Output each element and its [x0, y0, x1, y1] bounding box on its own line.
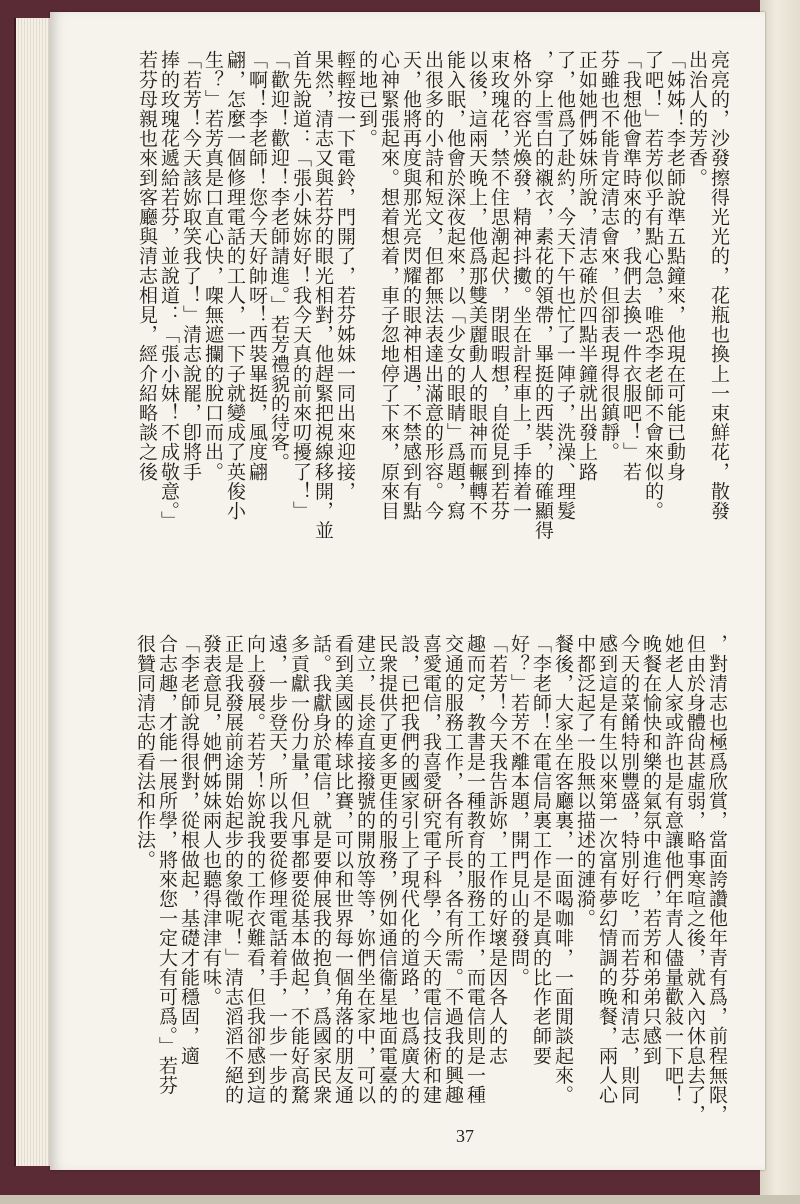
text-column: 餐後，大家坐在客廳裏，一面喝咖啡，一面閒談起來。	[552, 634, 574, 1105]
text-column: 今天的菜餚特別豐盛，特別好吃，而若芬和清志，則同	[618, 634, 640, 1105]
text-column: 交通的服務工作，各有所長，各有所需。不過我的興趣	[442, 634, 464, 1105]
text-column: 「李老師說得很對，從根做起，基礎才能穩固，適	[178, 634, 200, 1066]
text-column: 發表意見，她們姊妹兩人也聽得津津有味。	[200, 634, 222, 1007]
text-column: 翩，怎麼一個修理電話的工人，一下子就變成了英俊小	[224, 50, 246, 521]
text-column: 很贊同清志的看法和作法。	[134, 634, 156, 870]
text-column: 好？」若芳不離本題，開門見山的發問。	[508, 634, 530, 987]
text-column: 她老人家或許也是有意讓他們年青人儘量歡敍一下吧！	[662, 634, 684, 1105]
text-column: 遠，一步登天，所以我要從修理電話着手，一步一步的	[266, 634, 288, 1105]
text-column: 話。我獻身於電信，就是要伸展我的抱負，爲國家民衆	[310, 634, 332, 1105]
text-column: 喜愛電信，我喜愛研究電子科學，今天的電信技術和建	[420, 634, 442, 1105]
text-column: 趣而定，教書是一種教育的服務工作，而電信則是一種	[464, 634, 486, 1105]
text-column: 設，已把我們的國家引上了現代化的道路，也爲廣大的	[398, 634, 420, 1105]
text-column: 亮亮的，沙發擦得光光的，花瓶也換上一束鮮花，散發	[708, 50, 730, 521]
text-column: 出治人的芳香。	[686, 50, 708, 188]
facing-page-edge	[760, 0, 800, 1195]
text-column: ，穿上雪白的襯衣，素花的領帶，畢挺的西裝，的確顯得	[532, 50, 554, 540]
text-column: 正是我發展前途開始起步的象徵呢！」清志滔滔不絕的	[222, 634, 244, 1105]
page-number: 37	[456, 1126, 474, 1146]
text-column: 首先說道：「張小妹妳好！我今天真的前來叨擾了！」	[290, 50, 312, 521]
text-column: 了，他爲了赴約，今天下午也忙了一陣子，洗澡、理髮	[554, 50, 576, 521]
text-column: 「姊姊！李老師說準五點鐘來，他現在可能已動身	[664, 50, 686, 482]
text-column: 「若芳！今天該妳取笑我了！」清志說罷，卽將手	[180, 50, 202, 482]
text-column: 了吧！」若芳似乎有點心急，唯恐李老師不會來似的。	[642, 50, 664, 521]
text-column: 生？」若芳真是口直心快，㗎無遮攔的脫口而出。	[202, 50, 224, 482]
text-column: 向上發展。若芳！妳說我的工作衣難看，但我卻感到這	[244, 634, 266, 1105]
top-text-block	[136, 50, 730, 630]
text-column: 出很多的小詩和短文，但都無法表達出滿意的形容。今	[422, 50, 444, 521]
text-column: ，對清志也極爲欣賞，當面誇讚他年青有爲，前程無限，	[706, 634, 728, 1124]
text-column: 能入眠，他會於深夜起來，以「少女的眼睛」爲題，寫	[444, 50, 466, 521]
text-column: 晚餐在愉快和樂的氣氛中進行，若芳和弟弟只感到	[640, 634, 662, 1066]
text-column: 的地已到。	[356, 50, 378, 148]
text-column: 束玫瑰花，禁不住思潮起伏，閉眼暇想，自從見到若芬	[488, 50, 510, 521]
text-column: 芬雖也不能肯定清志會來，但卻表現得很鎮靜。	[598, 50, 620, 462]
text-column: 果然，清志又與若芬的眼光相對，他趕緊把視線移開，並	[312, 50, 334, 540]
text-column: 中都泛起了一股無以描述的漣漪。	[574, 634, 596, 928]
text-column: 格外的容光煥發，精神抖擻。坐在計程車上，手捧着一	[510, 50, 532, 521]
text-column: 天，他將再度與那光亮閃耀的眼神相遇，不禁感到有點	[400, 50, 422, 521]
text-column: 「李老師！在電信局裏工作是不是真的比作老師要	[530, 634, 552, 1066]
bottom-text-block	[134, 634, 728, 1204]
text-column: 「若芳！今天我告訴妳，工作的好壞是因各人的志	[486, 634, 508, 1066]
text-column: 多貢獻一份力量，但凡事都要從基本做起，不能好高騖	[288, 634, 310, 1105]
text-column: 心神緊張起來。想着想着，車子忽地停了下來，原來目	[378, 50, 400, 521]
text-column: 建立，長途直接撥號的開放等等，妳們坐在家中，可以	[354, 634, 376, 1105]
text-column: 輕輕按一下電鈴，門開了，若芬姊妹一同出來迎接，	[334, 50, 356, 501]
text-column: 「我想他會準時來的，我們去換一件衣服吧！」若	[620, 50, 642, 482]
text-column: 但由於身體尙甚虛弱，略事寒喧之後，就入內休息去了，	[684, 634, 706, 1124]
text-column: 若芬母親也來到客廳與清志相見，經介紹略談之後	[136, 50, 158, 482]
book-page	[50, 12, 765, 1170]
text-column: 「歡迎！歡迎！李老師請進。」若芳禮貌的待客。	[268, 50, 290, 472]
text-column: 看到美國的棒球比賽，可以和世界每一個角落的朋友通	[332, 634, 354, 1105]
text-column: 「啊！李老師！您今天好帥呀！西裝畢挺，風度翩	[246, 50, 268, 482]
text-column: 捧的玫瑰花遞給若芬，並說道：「張小妹！不成敬意。」	[158, 50, 180, 531]
text-column: 感到這是有生以來第一次富有夢幻情調的晚餐，兩人心	[596, 634, 618, 1105]
text-column: 民衆提供了更多更佳的服務，例如通信衞星地面電臺的	[376, 634, 398, 1105]
text-column: 正如她們姊妹所說，清志確於四點半鐘就出發上路	[576, 50, 598, 482]
text-column: 以後，這兩天晚上，他爲那雙美麗動人的眼神而輾轉不	[466, 50, 488, 521]
text-column: 合志趣，才能一展所學，將來您一定大有可爲。」若芬	[156, 634, 178, 1095]
